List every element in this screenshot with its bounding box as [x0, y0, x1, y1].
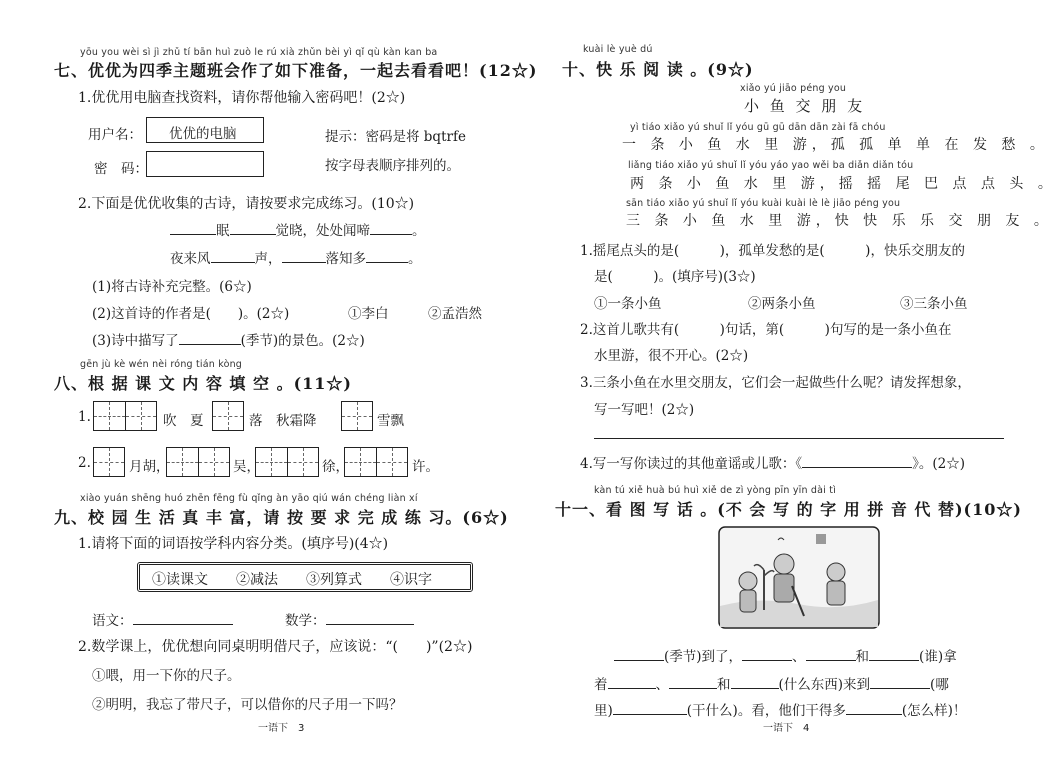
s11-title: 十一、看 图 写 话 。(不 会 写 的 字 用 拼 音 代 替)(10☆)	[555, 500, 1022, 519]
s7-sub1: (1)将古诗补充完整。(6☆)	[92, 279, 252, 295]
s10-q2-b: 水里游，很不开心。(2☆)	[594, 348, 749, 364]
kids-planting-tree-icon	[718, 526, 880, 629]
poem-blank-4[interactable]	[211, 249, 255, 263]
w3-c: (怎么样)！	[901, 703, 967, 719]
write-blank-who-2[interactable]	[806, 647, 856, 661]
l2-pinyin: liǎng tiáo xiǎo yú shuǐ lǐ yóu yáo yao wěi ba diǎn diǎn tóu	[628, 160, 914, 171]
write-blank-season[interactable]	[614, 647, 664, 661]
hint-line2: 按字母表顺序排列的。	[325, 158, 460, 174]
s10-opt2[interactable]: ②两条小鱼	[748, 296, 816, 312]
l3-pinyin: sān tiáo xiǎo yú shuǐ lǐ yóu kuài kuài lè lè jiāo péng you	[626, 198, 901, 209]
write-blank-who-1[interactable]	[742, 647, 792, 661]
write-blank-place[interactable]	[870, 675, 930, 689]
poem-line-2: 两 条 小 鱼 水 里 游，摇 摇 尾 巴 点 点 头 。	[630, 176, 1057, 192]
w3-b: (干什么)。看，他们干得多	[686, 703, 846, 719]
s8-r2-a: 月胡，	[129, 459, 170, 475]
s8-r1-a: 吹 夏	[163, 413, 204, 429]
username-field[interactable]	[146, 117, 264, 143]
poem-l1-b: 觉晓，处处闻啼	[275, 223, 370, 239]
s7-sub3	[92, 329, 365, 349]
write-line-3	[594, 699, 966, 719]
s9-opt1[interactable]: ①喂，用一下你的尺子。	[92, 668, 241, 684]
right-footer: 一语下 4	[763, 723, 810, 734]
char-grid-5[interactable]	[166, 447, 230, 477]
s9-q1: 1.请将下面的词语按学科内容分类。(填序号)(4☆)	[78, 536, 389, 552]
poem-line-3: 三 条 小 鱼 水 里 游，快 快 乐 乐 交 朋 友 。	[626, 213, 1053, 229]
s10-q1-a: 1.摇尾点头的是( )，孤单发愁的是( )，快乐交朋友的	[580, 243, 965, 259]
w2-d: (什么东西)来到	[778, 677, 871, 693]
s11-pinyin: kàn tú xiě huà bú huì xiě de zì yòng pīn yīn dài tì	[594, 485, 837, 496]
s10-q3-a: 3.三条小鱼在水里交朋友，它们会一起做些什么呢？请发挥想象，	[580, 375, 971, 391]
write-blank-how[interactable]	[846, 701, 902, 715]
s9-pinyin: xiào yuán shēng huó zhēn fēng fù qǐng àn yāo qiú wán chéng liàn xí	[80, 493, 418, 504]
char-grid-7[interactable]	[344, 447, 408, 477]
username-value: 优优的电脑	[169, 126, 237, 142]
s10-q3-answer-line[interactable]	[594, 438, 1004, 439]
password-label: 密 码：	[94, 161, 148, 177]
s7-title: 七、优优为四季主题班会作了如下准备，一起去看看吧！(12☆)	[54, 61, 538, 80]
poem-l2-c: 落知多	[325, 251, 366, 267]
w2-a: 着	[594, 677, 608, 693]
char-grid-3[interactable]	[341, 401, 373, 431]
write-blank-thing-3[interactable]	[731, 675, 779, 689]
s10-q1-b: 是( )。(填序号)(3☆)	[594, 269, 756, 285]
w1-a: (季节)到了，	[664, 649, 743, 665]
s10-q2-a: 2.这首儿歌共有( )句话，第( )句写的是一条小鱼在	[580, 322, 952, 338]
chinese-answer	[92, 609, 233, 629]
poem-blank-1[interactable]	[170, 221, 216, 235]
s7-q2: 2.下面是优优收集的古诗，请按要求完成练习。(10☆)	[78, 196, 415, 212]
word-bank-box	[137, 562, 473, 592]
s8-r1-c: 雪飘	[377, 413, 404, 429]
poem-blank-6[interactable]	[366, 249, 408, 263]
song-title-blank[interactable]	[802, 454, 912, 468]
poem-line-1: 一 条 小 鱼 水 里 游，孤 孤 单 单 在 发 愁 。	[622, 137, 1049, 153]
poem-l2-b: 声，	[254, 251, 282, 267]
s9-q2: 2.数学课上，优优想向同桌明明借尺子，应该说：“( )”(2☆)	[78, 639, 473, 655]
s9-opt2[interactable]: ②明明，我忘了带尺子，可以借你的尺子用一下吗？	[92, 697, 403, 713]
s8-r2-d: 许。	[412, 459, 439, 475]
poem-l1-end: 。	[412, 223, 426, 239]
s7-pinyin: yōu you wèi sì jì zhǔ tí bān huì zuò le rú xià zhǔn bèi yì qǐ qù kàn kan ba	[80, 47, 438, 58]
s8-r1-b: 落 秋霜降	[249, 413, 317, 429]
w2-e: (哪	[930, 677, 949, 693]
poem-line2	[170, 247, 422, 267]
chinese-blank[interactable]	[133, 611, 233, 625]
s10-q4	[580, 452, 965, 472]
s7-sub2: (2)这首诗的作者是( )。(2☆)	[92, 306, 290, 322]
poem-blank-3[interactable]	[370, 221, 412, 235]
hint-line1: 提示：密码是将 bqtrfe	[325, 129, 466, 145]
s7-q1: 1.优优用电脑查找资料，请你帮他输入密码吧！(2☆)	[78, 90, 406, 106]
write-blank-who-3[interactable]	[869, 647, 919, 661]
w3-a: 里)	[594, 703, 613, 719]
write-blank-thing-1[interactable]	[608, 675, 656, 689]
write-blank-thing-2[interactable]	[669, 675, 717, 689]
write-blank-action[interactable]	[613, 701, 687, 715]
season-blank[interactable]	[179, 331, 241, 345]
char-grid-1[interactable]	[93, 401, 157, 431]
write-line-1	[614, 645, 957, 665]
poem-l2-end: 。	[408, 251, 422, 267]
s8-r2-c: 徐，	[322, 459, 349, 475]
math-label: 数学：	[285, 613, 326, 629]
s10-q3-b: 写一写吧！(2☆)	[594, 402, 695, 418]
poem-title-pinyin: xiǎo yú jiāo péng you	[740, 83, 847, 94]
q4-b: 》。(2☆)	[912, 456, 966, 472]
math-answer	[285, 609, 414, 629]
s10-title: 十、快 乐 阅 读 。(9☆)	[562, 60, 754, 79]
chinese-label: 语文：	[92, 613, 133, 629]
s8-r2-num: 2.	[78, 455, 91, 471]
w2-c: 和	[717, 677, 731, 693]
writing-illustration	[718, 526, 880, 629]
char-grid-4[interactable]	[93, 447, 125, 477]
s8-pinyin: gēn jù kè wén nèi róng tián kòng	[80, 359, 243, 370]
l1-pinyin: yì tiáo xiǎo yú shuǐ lǐ yóu gū gū dān dān zài fā chóu	[630, 122, 886, 133]
math-blank[interactable]	[326, 611, 414, 625]
poem-l1-a: 眠	[216, 223, 230, 239]
option-meng-haoran[interactable]: ②孟浩然	[428, 306, 482, 322]
s8-r1-num: 1.	[78, 409, 91, 425]
s10-opt3[interactable]: ③三条小鱼	[900, 296, 968, 312]
poem-blank-5[interactable]	[282, 249, 326, 263]
password-field[interactable]	[146, 151, 264, 177]
username-label: 用户名：	[88, 127, 142, 143]
option-li-bai[interactable]: ①李白	[348, 306, 389, 322]
w1-c: 和	[855, 649, 870, 665]
w1-b: 、	[792, 649, 806, 665]
char-grid-6[interactable]	[255, 447, 319, 477]
s10-pinyin: kuài lè yuè dú	[583, 44, 653, 55]
s8-r2-b: 吴，	[233, 459, 260, 475]
left-footer: 一语下 3	[258, 723, 305, 734]
poem-title: 小 鱼 交 朋 友	[744, 97, 866, 115]
q4-a: 4.写一写你读过的其他童谣或儿歌：《	[580, 456, 803, 472]
word-bank: ①读课文 ②减法 ③列算式 ④识字	[152, 572, 432, 588]
w1-d: (谁)拿	[919, 649, 957, 665]
s10-opt1[interactable]: ①一条小鱼	[594, 296, 662, 312]
poem-line1	[170, 219, 426, 239]
poem-l2-a: 夜来风	[170, 251, 211, 267]
w2-b: 、	[655, 677, 669, 693]
s8-title: 八、根 据 课 文 内 容 填 空 。(11☆)	[54, 374, 352, 393]
write-line-2	[594, 673, 949, 693]
poem-blank-2[interactable]	[230, 221, 276, 235]
sub3-a: (3)诗中描写了	[92, 333, 179, 349]
s9-title: 九、校 园 生 活 真 丰 富，请 按 要 求 完 成 练 习。(6☆)	[54, 508, 509, 527]
sub3-b: (季节)的景色。(2☆)	[240, 333, 365, 349]
char-grid-2[interactable]	[212, 401, 244, 431]
